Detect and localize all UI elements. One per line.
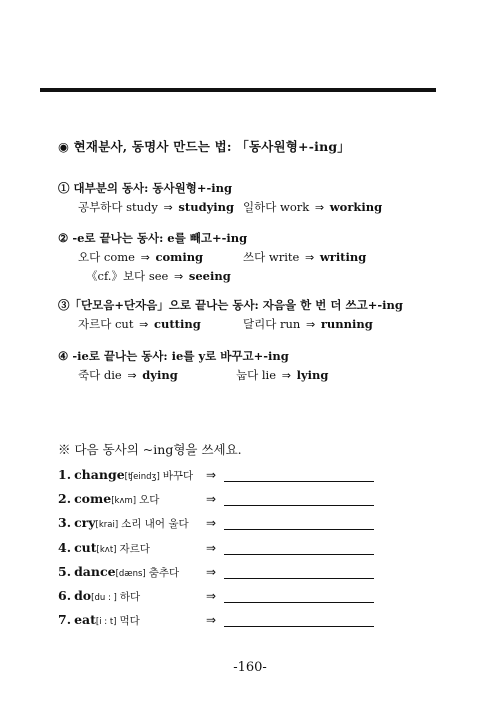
- item-word: cut: [74, 539, 97, 555]
- arrow-icon: ⇒: [174, 270, 184, 283]
- arrow-icon: ⇒: [314, 201, 325, 214]
- item-number: 5.: [58, 563, 72, 579]
- arrow-icon: ⇒: [206, 468, 217, 482]
- arrow-icon: ⇒: [206, 613, 217, 628]
- base-verb: work: [279, 200, 310, 214]
- arrow-icon: ⇒: [163, 201, 173, 214]
- example-pair: [86, 268, 231, 284]
- example-pair: [236, 367, 328, 383]
- korean-meaning: 쓰다: [243, 250, 266, 264]
- item-word: come: [74, 491, 112, 507]
- exercise-item: [58, 540, 150, 556]
- answer-blank[interactable]: [224, 554, 374, 555]
- item-meaning: 먹다: [119, 615, 140, 628]
- header-rule: [40, 88, 436, 92]
- arrow-icon: ⇒: [140, 251, 150, 264]
- korean-meaning: 죽다: [78, 368, 101, 382]
- exercise-item: [58, 491, 159, 507]
- item-number: 1.: [58, 467, 72, 482]
- korean-meaning: 공부하다: [78, 200, 123, 214]
- item-word: eat: [74, 612, 96, 628]
- rule-title: ④ -ie로 끝나는 동사: ie를 y로 바꾸고+-ing: [58, 349, 289, 363]
- page-number: -160-: [233, 660, 267, 675]
- base-verb: come: [103, 250, 135, 264]
- ing-form: writing: [319, 250, 367, 264]
- item-word: dance: [74, 563, 116, 579]
- item-pronunciation: [kʌm]: [111, 496, 137, 507]
- ing-form: lying: [296, 368, 329, 382]
- item-meaning: 춤추다: [148, 566, 180, 579]
- base-verb: write: [268, 250, 300, 264]
- item-meaning: 소리 내어 울다: [121, 518, 189, 531]
- base-verb: run: [279, 317, 301, 331]
- ing-form: coming: [155, 250, 204, 264]
- item-pronunciation: [ʧeindʒ]: [124, 472, 160, 482]
- item-number: 3.: [58, 515, 72, 531]
- item-word: change: [74, 467, 125, 482]
- base-verb: cut: [114, 317, 134, 331]
- exercise-title: ※ 다음 동사의 ~ing형을 쓰세요.: [58, 442, 242, 457]
- korean-meaning: 달리다: [243, 317, 277, 331]
- item-word: do: [74, 588, 92, 603]
- example-pair: [243, 316, 373, 332]
- exercise-item: [58, 588, 140, 604]
- arrow-icon: ⇒: [281, 369, 291, 382]
- item-meaning: 하다: [119, 591, 141, 603]
- arrow-icon: ⇒: [206, 540, 217, 555]
- answer-blank[interactable]: [224, 529, 374, 530]
- korean-meaning: 오다: [78, 250, 101, 264]
- ing-form: studying: [178, 200, 235, 214]
- arrow-icon: ⇒: [206, 516, 217, 531]
- item-meaning: 오다: [139, 494, 160, 507]
- section-heading: ◉ 현재분사, 동명사 만드는 법: 「동사원형+-ing」: [58, 139, 350, 154]
- exercise-item: [58, 564, 179, 580]
- arrow-icon: ⇒: [127, 369, 137, 382]
- item-pronunciation: [i : t]: [95, 617, 117, 628]
- item-pronunciation: [kʌt]: [96, 544, 117, 555]
- base-verb: lie: [261, 368, 277, 382]
- korean-meaning: 《cf.》보다: [86, 269, 146, 283]
- exercise-item: [58, 515, 189, 531]
- arrow-icon: ⇒: [206, 589, 217, 603]
- item-word: cry: [74, 515, 96, 531]
- korean-meaning: 눕다: [236, 368, 259, 382]
- example-pair: [78, 249, 203, 265]
- ing-form: working: [329, 200, 383, 214]
- arrow-icon: ⇒: [206, 564, 217, 579]
- example-pair: [78, 316, 201, 332]
- item-meaning: 바꾸다: [162, 470, 194, 482]
- item-pronunciation: [du : ]: [91, 593, 117, 603]
- korean-meaning: 자르다: [78, 317, 112, 331]
- base-verb: die: [103, 368, 122, 382]
- base-verb: see: [148, 269, 169, 283]
- exercise-item: [58, 612, 140, 628]
- item-pronunciation: [dæns]: [115, 568, 146, 579]
- arrow-icon: ⇒: [305, 318, 316, 331]
- item-number: 2.: [58, 491, 72, 507]
- base-verb: study: [126, 200, 158, 214]
- example-pair: [78, 199, 234, 215]
- arrow-icon: ⇒: [304, 251, 315, 264]
- answer-blank[interactable]: [224, 505, 374, 506]
- item-pronunciation: [krai]: [95, 520, 119, 531]
- arrow-icon: ⇒: [206, 492, 217, 507]
- ing-form: seeing: [188, 269, 231, 283]
- answer-blank[interactable]: [224, 578, 374, 579]
- ing-form: running: [320, 317, 373, 331]
- ing-form: cutting: [153, 317, 201, 331]
- arrow-icon: ⇒: [139, 318, 149, 331]
- rule-title: ③「단모음+단자음」으로 끝나는 동사: 자음을 한 번 더 쓰고+-ing: [58, 298, 403, 312]
- exercise-item: [58, 467, 193, 483]
- example-pair: [243, 249, 366, 265]
- rule-title: ① 대부분의 동사: 동사원형+-ing: [58, 181, 233, 195]
- rule-title: ② -e로 끝나는 동사: e를 빼고+-ing: [58, 231, 248, 245]
- item-number: 4.: [58, 539, 72, 555]
- item-number: 7.: [58, 612, 72, 628]
- answer-blank[interactable]: [224, 626, 374, 627]
- korean-meaning: 일하다: [243, 200, 277, 214]
- example-pair: [78, 367, 178, 383]
- item-meaning: 자르다: [119, 542, 150, 555]
- answer-blank[interactable]: [224, 481, 374, 482]
- example-pair: [243, 199, 382, 215]
- ing-form: dying: [142, 368, 178, 382]
- item-number: 6.: [58, 588, 72, 603]
- answer-blank[interactable]: [224, 602, 374, 603]
